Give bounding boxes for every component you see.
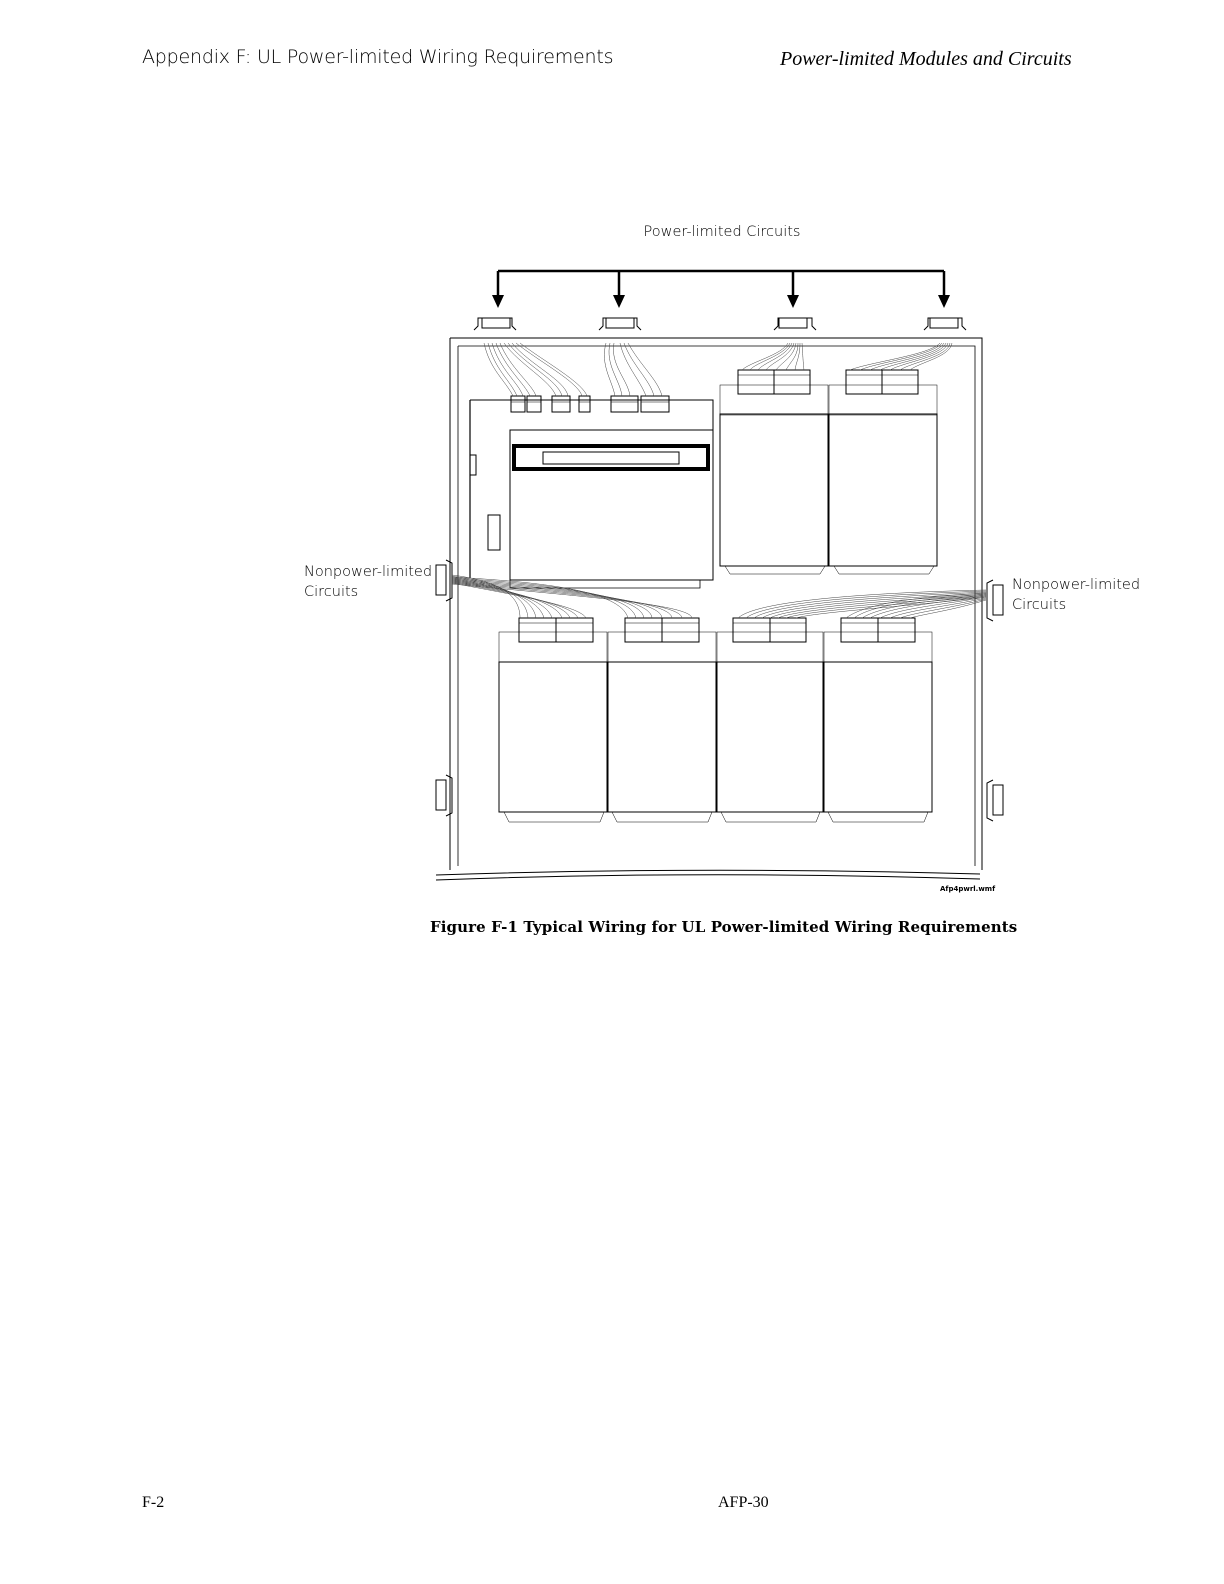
- figure-filename: Afp4pwrl.wmf: [940, 885, 996, 893]
- label-right-line2: Circuits: [1012, 597, 1067, 613]
- arrowheads: [492, 295, 950, 308]
- control-panel: [470, 396, 713, 588]
- upper-module-2: [829, 370, 937, 574]
- cabinet-outline: [436, 338, 982, 880]
- label-right-line1: Nonpower-limited: [1012, 577, 1141, 593]
- power-limited-arrow-bus: [498, 271, 944, 298]
- lower-module-3: [717, 618, 823, 822]
- header-chapter-title: Power-limited Modules and Circuits: [780, 48, 1072, 70]
- lower-module-2: [608, 618, 716, 822]
- panel-wiring: [484, 343, 662, 396]
- footer-page-number: F-2: [142, 1494, 165, 1511]
- label-power-limited-circuits: Power-limited Circuits: [643, 224, 801, 240]
- top-knockouts: [474, 318, 966, 330]
- upper-module-1: [720, 370, 828, 574]
- left-nonpower-wiring: [452, 575, 692, 618]
- lower-module-4: [824, 618, 932, 822]
- label-left-line2: Circuits: [304, 584, 359, 600]
- upper-module-wiring: [742, 343, 952, 370]
- lower-module-1: [499, 618, 607, 822]
- right-nonpower-wiring: [738, 590, 986, 618]
- footer-document-id: AFP-30: [718, 1494, 769, 1511]
- figure-caption: Figure F-1 Typical Wiring for UL Power-limited Wiring Requirements: [430, 918, 1018, 936]
- header-section-title: Appendix F: UL Power-limited Wiring Requirements: [142, 46, 614, 68]
- label-left-line1: Nonpower-limited: [304, 564, 433, 580]
